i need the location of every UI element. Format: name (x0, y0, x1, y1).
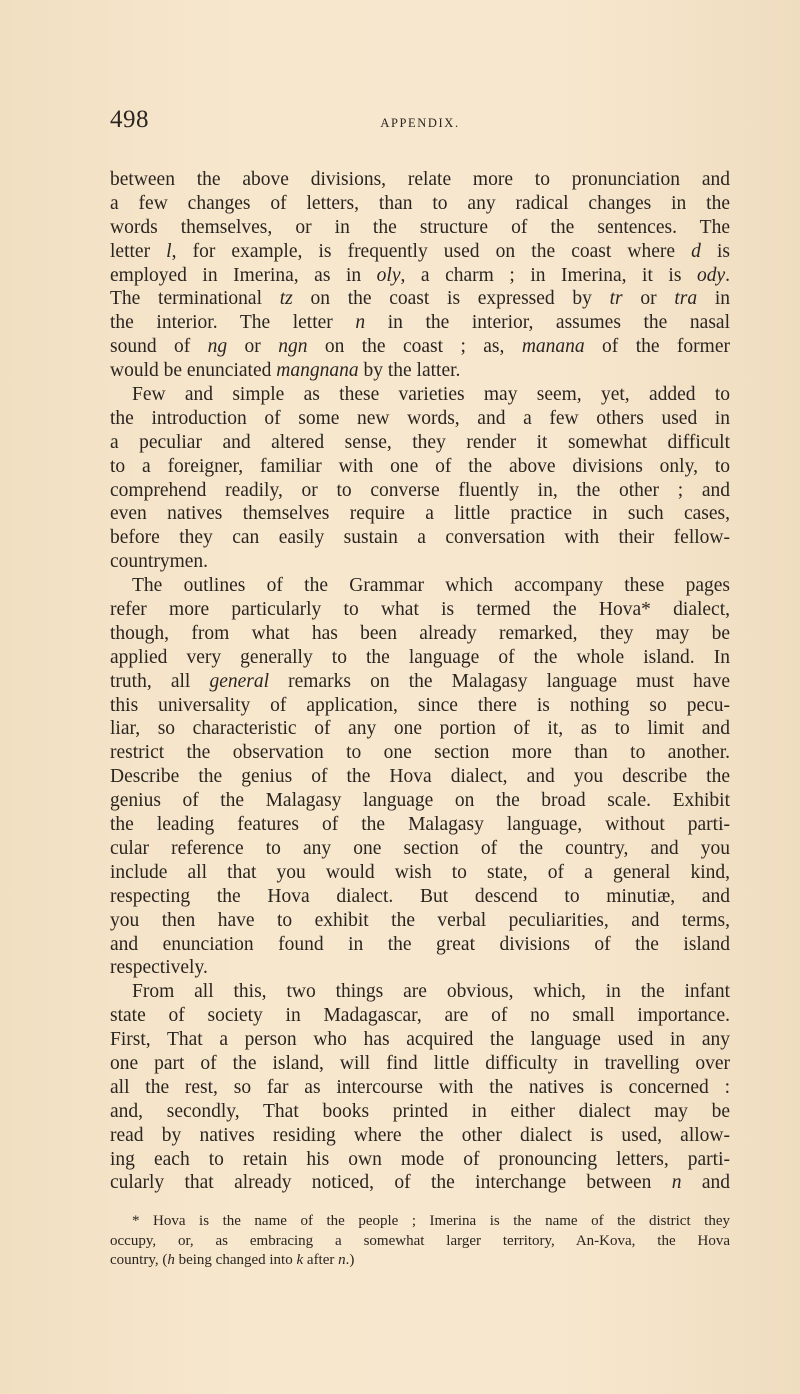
text-segment: is (700, 240, 730, 262)
text-segment: in (697, 288, 730, 310)
text-segment: the leading features of the Malagasy language, without parti- (110, 814, 730, 836)
text-segment: respectively. (110, 957, 208, 979)
text-line (110, 885, 730, 909)
text-line (110, 431, 730, 455)
text-segment: and enunciation found in the great divisions of the island (110, 933, 730, 955)
text-segment: on the coast ; as, (307, 336, 522, 358)
italic-term: n (338, 1252, 346, 1268)
text-segment: refer more particularly to what is termed the Hova* dialect, (110, 599, 730, 621)
text-line (110, 909, 730, 933)
text-line (110, 502, 730, 526)
text-line (110, 789, 730, 813)
italic-term: oly (376, 264, 401, 286)
text-line (110, 240, 730, 264)
footnote-line (110, 1251, 730, 1271)
text-line (110, 837, 730, 861)
italic-term: ngn (278, 336, 308, 358)
text-line (110, 216, 730, 240)
text-line (110, 192, 730, 216)
text-segment: between the above divisions, relate more to pronunciation and (110, 169, 730, 190)
text-segment: First, That a person who has acquired the language used in any (110, 1029, 730, 1051)
text-line (110, 526, 730, 550)
text-segment: respecting the Hova dialect. But descend to minutiæ, and (110, 885, 730, 907)
text-segment: Few and simple as these varieties may seem, yet, added to (132, 384, 730, 406)
text-line (110, 311, 730, 335)
text-segment: even natives themselves require a little practice in such cases, (110, 503, 730, 525)
text-segment: a few changes of letters, than to any radical changes in the (110, 192, 730, 214)
text-segment: before they can easily sustain a conversation with their fellow- (110, 527, 730, 549)
text-line (110, 1076, 730, 1100)
text-line (110, 1148, 730, 1172)
text-line (110, 407, 730, 431)
text-segment: and (681, 1172, 730, 1194)
text-segment: The outlines of the Grammar which accompany these pages (132, 575, 730, 597)
italic-term: ng (207, 336, 228, 358)
italic-term: n (671, 1172, 682, 1194)
text-segment: ing each to retain his own mode of pronouncing letters, parti- (110, 1148, 730, 1170)
text-segment: restrict the observation to one section more than to another. (110, 742, 730, 764)
running-title: APPENDIX. (380, 116, 460, 130)
text-segment: though, from what has been already remarked, they may be (110, 622, 730, 644)
italic-term: ody (696, 264, 726, 286)
text-line (110, 670, 730, 694)
text-segment: you then have to exhibit the verbal peculiarities, and terms, (110, 909, 730, 931)
text-segment: The terminational (110, 288, 280, 310)
text-line (110, 335, 730, 359)
italic-term: k (296, 1252, 304, 1268)
text-segment: country, ( (110, 1252, 168, 1268)
text-segment: , a charm ; in Imerina, it is (400, 264, 697, 286)
text-segment: comprehend readily, or to converse fluently in, the other ; and (110, 479, 730, 501)
text-segment: or (622, 288, 675, 310)
text-segment: . (725, 264, 731, 286)
text-line (110, 455, 730, 479)
text-line (110, 550, 730, 574)
text-segment: countrymen. (110, 551, 209, 573)
text-line (110, 598, 730, 622)
text-segment: liar, so characteristic of any one portion of it, as to limit and (110, 718, 730, 740)
text-line (110, 359, 730, 383)
text-line (110, 574, 730, 598)
text-line (110, 717, 730, 741)
text-segment: being changed into (174, 1252, 297, 1268)
text-segment: the introduction of some new words, and a few others used in (110, 407, 730, 429)
text-line (110, 622, 730, 646)
text-segment: words themselves, or in the structure of the sentences. The (110, 216, 730, 238)
italic-term: manana (521, 336, 585, 358)
italic-term: d (691, 240, 701, 262)
body-text (110, 168, 730, 1195)
italic-term: tr (609, 288, 623, 310)
text-segment: and, secondly, That books printed in either dialect may be (110, 1100, 730, 1122)
text-segment: all the rest, so far as intercourse with the natives is concerned : (110, 1076, 730, 1098)
text-segment: or (227, 336, 279, 358)
text-line (110, 980, 730, 1004)
text-segment: would be enunciated (110, 360, 277, 382)
text-segment: one part of the island, will find little difficulty in travelling over (110, 1052, 730, 1074)
text-line (110, 646, 730, 670)
footnote-line (110, 1232, 730, 1252)
text-line (110, 1004, 730, 1028)
text-segment: truth, all (110, 670, 210, 692)
text-segment: in the interior, assumes the nasal (365, 312, 730, 334)
text-line (110, 741, 730, 765)
text-segment: the interior. The letter (110, 312, 356, 334)
text-segment: cular reference to any one section of the country, and you (110, 837, 730, 859)
page-number: 498 (110, 106, 149, 133)
text-segment: applied very generally to the language of the whole island. In (110, 646, 730, 668)
text-segment: state of society in Madagascar, are of no small importance. (110, 1005, 730, 1027)
italic-term: general (209, 670, 270, 692)
italic-term: l (166, 240, 172, 262)
text-segment: cularly that already noticed, of the interchange between (110, 1172, 672, 1194)
text-segment: this universality of application, since there is nothing so pecu- (110, 694, 730, 716)
text-segment: Describe the genius of the Hova dialect, and you describe the (110, 766, 730, 788)
italic-term: mangnana (276, 360, 359, 382)
text-line (110, 479, 730, 503)
text-segment: after (303, 1252, 339, 1268)
text-segment: .) (345, 1252, 355, 1268)
text-segment: by the latter. (358, 360, 461, 382)
text-segment: of the former (584, 336, 730, 358)
footnote (110, 1212, 730, 1271)
italic-term: tra (674, 288, 698, 310)
text-line (110, 933, 730, 957)
text-segment: employed in Imerina, as in (110, 264, 377, 286)
text-line (110, 168, 730, 192)
text-segment: letter (110, 240, 167, 262)
text-line (110, 383, 730, 407)
italic-term: tz (279, 288, 293, 310)
text-line (110, 287, 730, 311)
text-line (110, 1171, 730, 1195)
text-segment: genius of the Malagasy language on the broad scale. Exhibit (110, 790, 730, 812)
text-segment: remarks on the Malagasy language must have (269, 670, 730, 692)
text-segment: on the coast is expressed by (292, 288, 610, 310)
text-segment: occupy, or, as embracing a somewhat larger territory, An-Kova, the Hova (110, 1232, 730, 1249)
text-line (110, 1052, 730, 1076)
text-line (110, 264, 730, 288)
text-line (110, 1100, 730, 1124)
text-line (110, 765, 730, 789)
footnote-line (110, 1212, 730, 1232)
text-segment: read by natives residing where the other dialect is used, allow- (110, 1124, 730, 1146)
text-line (110, 813, 730, 837)
text-line (110, 1028, 730, 1052)
text-segment: to a foreigner, familiar with one of the above divisions only, to (110, 455, 730, 477)
text-segment: a peculiar and altered sense, they render it somewhat difficult (110, 431, 730, 453)
text-segment: From all this, two things are obvious, which, in the infant (132, 981, 730, 1003)
italic-term: n (355, 312, 366, 334)
text-line (110, 956, 730, 980)
italic-term: h (167, 1252, 175, 1268)
text-line (110, 1124, 730, 1148)
text-line (110, 861, 730, 885)
text-line (110, 694, 730, 718)
text-segment: include all that you would wish to state, of a general kind, (110, 861, 730, 883)
text-segment: , for example, is frequently used on the coast where (171, 240, 692, 262)
text-segment: * Hova is the name of the people ; Imerina is the name of the district they (132, 1213, 730, 1229)
text-segment: sound of (110, 336, 208, 358)
